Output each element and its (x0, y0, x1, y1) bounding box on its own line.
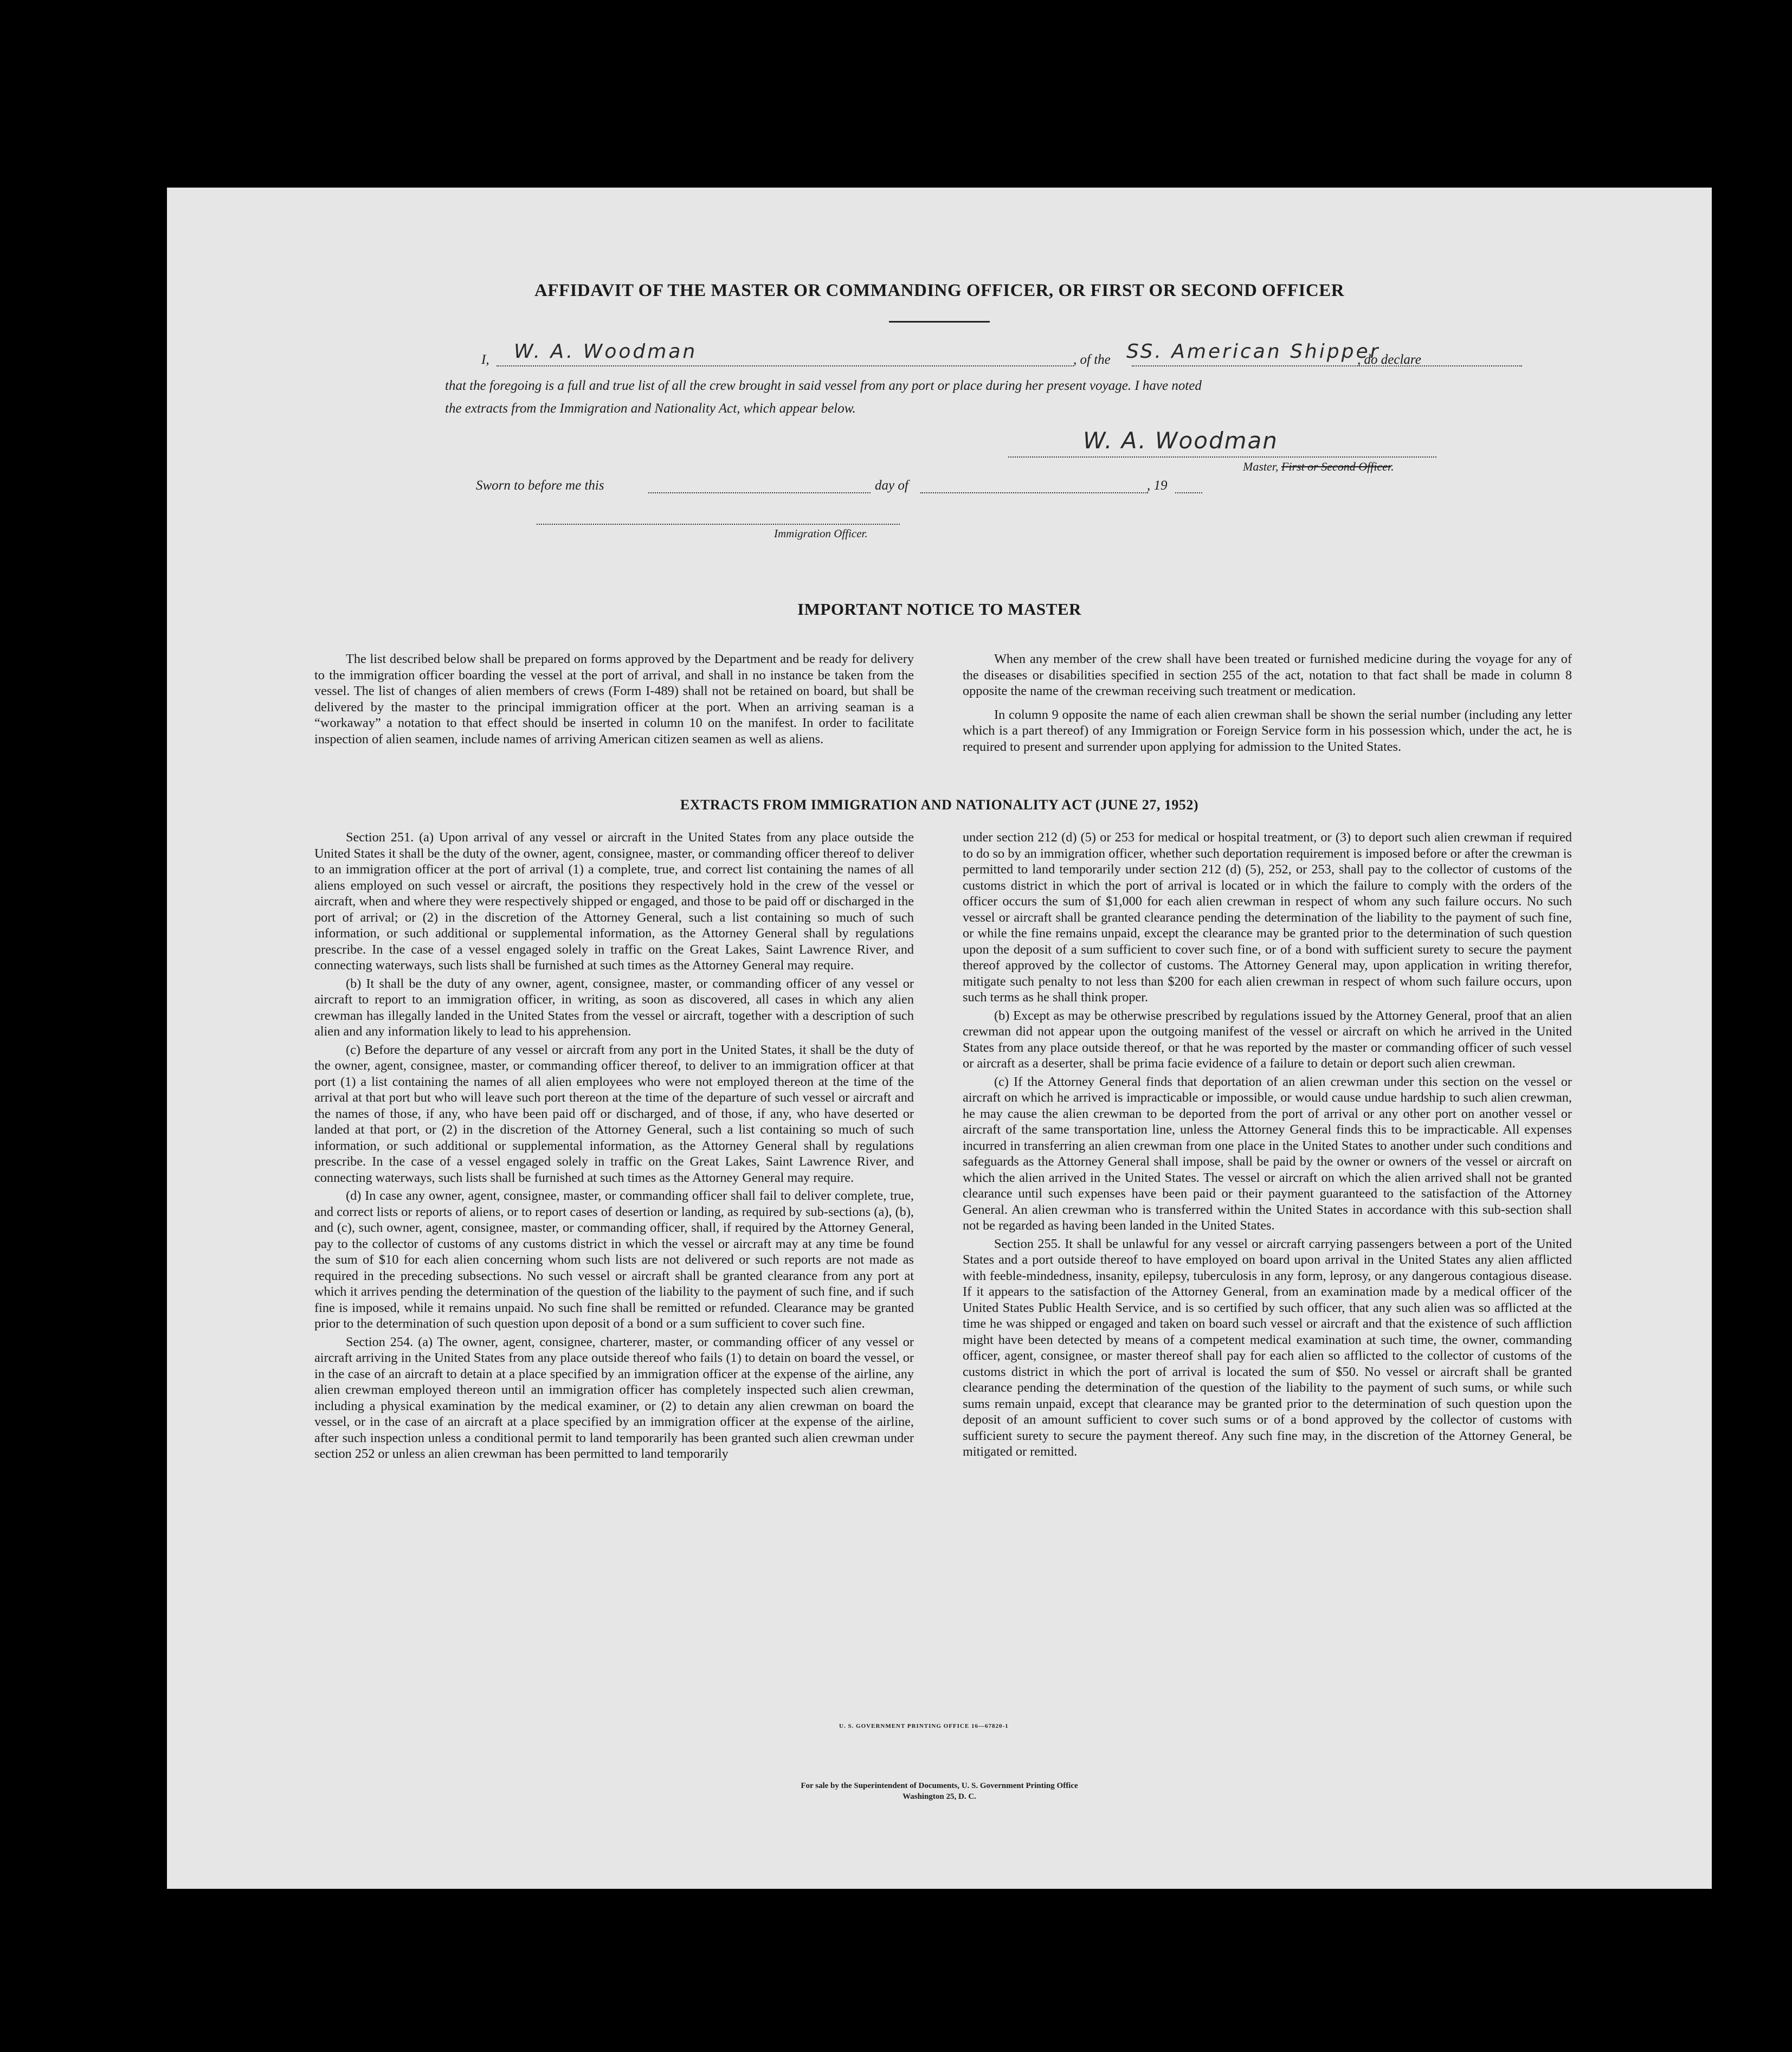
extract-paragraph: (b) It shall be the duty of any owner, agent, consignee, master, or commanding officer of any vessel or aircraft to report to an immigration officer, in writing, as soon as discovered, all cases in which any alien crewman has illegally landed in the United States from the vessel or aircraft, together with a description of such alien and any information likely to lead to his apprehension. (314, 976, 914, 1039)
sworn-year-line[interactable] (1175, 492, 1202, 493)
notice-title: IMPORTANT NOTICE TO MASTER (797, 600, 1081, 619)
extract-paragraph: Section 255. It shall be unlawful for any vessel or aircraft carrying passengers between a port of the United States and a port outside thereof to have employed on board upon arrival in the United States any alien afflicted with feeble-mindedness, insanity, epilepsy, tuberculosis in any form, leprosy, or any dangerous contagious disease. If it appears to the satisfaction of the Attorney General, from an examination made by a medical officer of the United States Public Health Service, and is so certified by such officer, that any such alien was so afflicted at the time he was shipped or engaged and taken on board such vessel or aircraft and that the existence of such affliction might have been detected by means of a competent medical examination at such time, the owner, commanding officer, agent, consignee, or master thereof shall pay for each alien so afflicted to the collector of customs of the customs district in which the port of arrival is located the sum of $50. No vessel or aircraft shall be granted clearance pending the determination of the question of the liability to the payment of such sums, or while such sums remain unpaid, except that clearance may be granted prior to the determination of such question upon the deposit of an amount sufficient to cover such sums or of a bond approved by the collector of customs with sufficient surety to secure the payment thereof. Any such fine may, in the discretion of the Attorney General, be mitigated or remitted. (963, 1236, 1572, 1459)
master-name-field[interactable]: W. A. Woodman (514, 340, 698, 363)
notice-left-column (314, 651, 914, 747)
declaration-line-1: that the foregoing is a full and true list of all the crew brought in said vessel from any port or place during her present voyage. I have noted (445, 378, 1202, 393)
vessel-name-line (1132, 365, 1522, 366)
sworn-label: Sworn to before me this (476, 478, 604, 493)
extract-paragraph: Section 254. (a) The owner, agent, consignee, charterer, master, or commanding officer of any vessel or aircraft arriving in the United States from any place outside thereof who fails (1) to detain on board the vessel, or in the case of an aircraft to detain at a place specified by an immigration officer at the expense of the airline, any alien crewman employed thereon until an immigration officer has completely inspected such alien crewman, including a physical examination by the medical examiner, or (2) to detain any alien crewman on board the vessel, or in the case of an aircraft at a place specified by an immigration officer at the expense of the airline, after such inspection unless a conditional permit to land temporarily has been granted such alien crewman under section 252 or unless an alien crewman has been permitted to land temporarily (314, 1334, 914, 1461)
officer-label: Immigration Officer. (774, 527, 868, 540)
vessel-name-field[interactable]: SS. American Shipper (1126, 340, 1381, 363)
day-of-label: day of (875, 478, 908, 493)
title-divider (889, 321, 990, 323)
i-label: I, (481, 352, 489, 367)
extracts-left-column (314, 829, 914, 1462)
signature-line (1008, 456, 1436, 458)
of-the-label: , of the (1073, 352, 1111, 367)
master-signature: W. A. Woodman (1083, 427, 1278, 454)
affidavit-title: AFFIDAVIT OF THE MASTER OR COMMANDING OFFICER, OR FIRST OR SECOND OFFICER (534, 281, 1345, 300)
sworn-month-line[interactable] (920, 492, 1148, 493)
sale-notice-line-2: Washington 25, D. C. (903, 1792, 976, 1801)
officer-signature-line[interactable] (537, 524, 900, 525)
master-title (1243, 460, 1394, 474)
extract-paragraph: (d) In case any owner, agent, consignee, master, or commanding officer shall fail to deliver complete, true, and correct lists or reports of aliens, or to report cases of desertion or landing, as required by sub-sections (a), (b), and (c), such owner, agent, consignee, master, or commanding officer, shall, if required by the Attorney General, pay to the collector of customs of any customs district in which the vessel or aircraft may at any time be found the sum of $10 for each alien concerning whom such lists are not delivered or such reports are not made as required in the preceding subsections. No such vessel or aircraft shall be granted clearance from any port at which it arrives pending the determination of the question of the liability to the payment of such fine, and if such fine is imposed, while it remains unpaid. No such fine shall be remitted or refunded. Clearance may be granted prior to the determination of such question upon deposit of a bond or a sum sufficient to cover such fine. (314, 1188, 914, 1331)
extracts-title: EXTRACTS FROM IMMIGRATION AND NATIONALITY ACT (JUNE 27, 1952) (680, 797, 1199, 813)
notice-right-paragraph: In column 9 opposite the name of each alien crewman shall be shown the serial number (including any letter which is a part thereof) of any Immigration or Foreign Service form in his possession which, under the act, he is required to present and surrender upon applying for admission to the United States. (963, 707, 1572, 754)
extract-paragraph: (b) Except as may be otherwise prescribed by regulations issued by the Attorney General, proof that an alien crewman did not appear upon the outgoing manifest of the vessel or aircraft on which he arrived in the United States from any place outside thereof, or that he was reported by the master or commanding officer of such vessel or aircraft as a deserter, shall be prima facie evidence of a failure to detain or deport such alien crewman. (963, 1008, 1572, 1071)
declare-label: , do declare (1357, 352, 1421, 367)
notice-right-column (963, 651, 1572, 755)
year-label: , 19 (1147, 478, 1168, 493)
master-name-line (497, 365, 1074, 366)
master-title-prefix: Master, (1243, 460, 1279, 473)
notice-right-paragraph: When any member of the crew shall have been treated or furnished medicine during the voyage for any of the diseases or disabilities specified in section 255 of the act, notation to that fact shall be made in column 8 opposite the name of the crewman receiving such treatment or medication. (963, 652, 1572, 698)
printer-imprint-line: U. S. GOVERNMENT PRINTING OFFICE 16—67820-1 (839, 1723, 1009, 1729)
sale-notice-line-1: For sale by the Superintendent of Documents, U. S. Government Printing Office (801, 1781, 1078, 1790)
notice-left-paragraph: The list described below shall be prepared on forms approved by the Department and be ready for delivery to the immigration officer boarding the vessel at the port of arrival, and shall in no instance be taken from the vessel. The list of changes of alien members of crews (Form I-489) shall not be retained on board, but shall be delivered by the master to the principal immigration officer at the port. When an arriving seaman is a “workaway” a notation to that effect should be inserted in column 10 on the manifest. In order to facilitate inspection of alien seamen, include names of arriving American citizen seamen as well as aliens. (314, 652, 914, 747)
extracts-right-column (963, 829, 1572, 1460)
master-title-suffix: . (1391, 460, 1394, 473)
extract-paragraph: under section 212 (d) (5) or 253 for medical or hospital treatment, or (3) to deport such alien crewman if required to do so by an immigration officer, whether such deportation requirement is imposed before or after the crewman is permitted to land temporarily under section 212 (d) (5), 252, or 253, shall pay to the collector of customs of the customs district in which the port of arrival is located or in which the failure to comply with the orders of the officer occurs the sum of $1,000 for each alien crewman in respect of whom any such failure occurs. No such vessel or aircraft shall be granted clearance pending the determination of the liability to the payment of such fine, or while the fine remains unpaid, except the clearance may be granted prior to the determination of such question upon the deposit of a sum sufficient to cover such fine, or of a bond with sufficient surety to secure the payment thereof approved by the collector of customs. The Attorney General may, upon application in writing therefor, mitigate such penalty to not less than $200 for each alien crewman in respect of whom such failure occurs, upon such terms as he shall think proper. (963, 830, 1572, 1005)
master-title-struck: First or Second Officer (1281, 460, 1391, 473)
declaration-line-2: the extracts from the Immigration and Nationality Act, which appear below. (445, 401, 856, 416)
extract-paragraph: (c) If the Attorney General finds that deportation of an alien crewman under this section on the vessel or aircraft on which he arrived is impracticable or impossible, or would cause undue hardship to such alien crewman, he may cause the alien crewman to be deported from the port of arrival or any other port on another vessel or aircraft of the same transportation line, unless the Attorney General finds this to be impracticable. All expenses incurred in transferring an alien crewman from one place in the United States to another under such conditions and safeguards as the Attorney General shall impose, shall be paid by the owner or owners of the vessel or aircraft on which the alien arrived in the United States. The vessel or aircraft on which the alien arrived shall not be granted clearance until such expenses have been paid or their payment guaranteed to the satisfaction of the Attorney General. An alien crewman who is transferred within the United States in accordance with this sub-section shall not be regarded as having been landed in the United States. (963, 1074, 1572, 1233)
document-page (167, 188, 1712, 1889)
extract-paragraph: (c) Before the departure of any vessel or aircraft from any port in the United States, it shall be the duty of the owner, agent, consignee, master, or commanding officer thereof, to deliver to an immigration officer at that port (1) a list containing the names of all alien employees who were not employed thereon at the time of the arrival at that port but who will leave such port thereon at the time of the departure of such vessel or aircraft and the names of those, if any, who have been paid off or discharged, and of those, if any, who have deserted or landed at that port, or (2) in the discretion of the Attorney General, such a list containing so much of such information, or such additional or supplemental information, as the Attorney General shall by regulations prescribe. In the case of a vessel engaged solely in traffic on the Great Lakes, Saint Lawrence River, and connecting waterways, such lists shall be furnished at such times as the Attorney General may require. (314, 1042, 914, 1185)
extract-paragraph: Section 251. (a) Upon arrival of any vessel or aircraft in the United States from any place outside the United States it shall be the duty of the owner, agent, consignee, master, or commanding officer thereof to deliver to an immigration officer at the port of arrival (1) a complete, true, and correct list containing the names of all aliens employed on such vessel or aircraft, the positions they respectively hold in the crew of the vessel or aircraft, when and where they were respectively shipped or engaged, and those to be paid off or discharged in the port of arrival; or (2) in the discretion of the Attorney General, such a list containing so much of such information, or such additional or supplemental information, as the Attorney General shall by regulations prescribe. In the case of a vessel engaged solely in traffic on the Great Lakes, Saint Lawrence River, and connecting waterways, such lists shall be furnished at such times as the Attorney General may require. (314, 830, 914, 973)
sworn-day-line[interactable] (648, 492, 871, 493)
